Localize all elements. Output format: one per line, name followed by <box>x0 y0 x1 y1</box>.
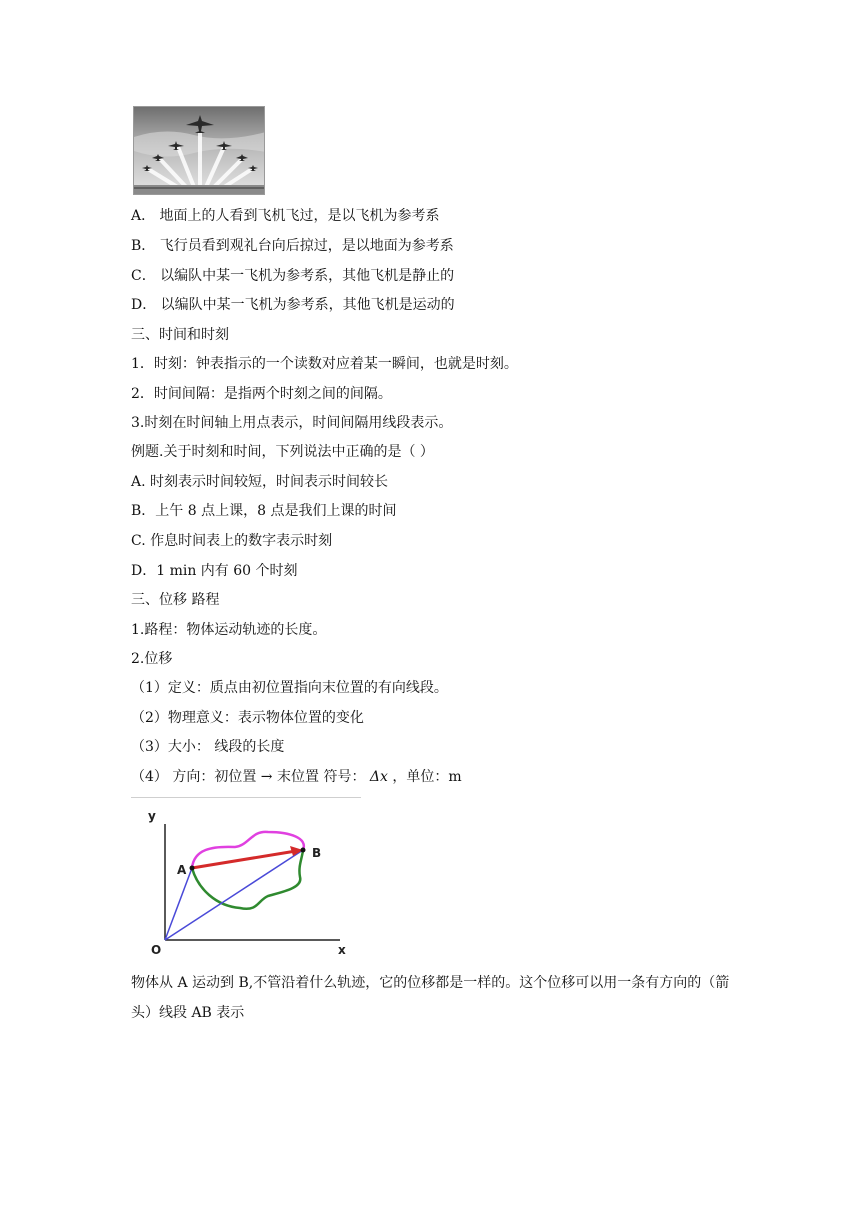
displacement-title: 2.位移 <box>131 651 173 667</box>
time-option-c: C. 作息时间表上的数字表示时刻 <box>131 533 333 549</box>
path-definition: 1.路程：物体运动轨迹的长度。 <box>131 622 327 638</box>
point-a <box>190 866 195 871</box>
divider-line <box>131 797 361 798</box>
point-b <box>301 848 306 853</box>
displacement-diagram <box>140 804 360 956</box>
x-axis-label: x <box>338 943 346 956</box>
time-option-a: A. 时刻表示时间较短，时间表示时间较长 <box>131 474 389 490</box>
time-point-1: 1．时刻：钟表指示的一个读数对应着某一瞬间，也就是时刻。 <box>131 356 518 372</box>
q1-option-a: A． 地面上的人看到飞机飞过，是以飞机为参考系 <box>131 208 440 224</box>
section-displacement-heading: 三、位移 路程 <box>131 592 220 608</box>
direction-prefix: （4） 方向：初位置 → 末位置 符号： <box>131 769 370 785</box>
jet-formation-image <box>134 107 265 195</box>
delta-x-symbol: Δx <box>369 769 388 785</box>
airshow-photo <box>133 106 265 195</box>
displacement-magnitude: （3）大小： 线段的长度 <box>131 739 285 755</box>
time-example-question: 例题.关于时刻和时间，下列说法中正确的是（ ） <box>131 444 434 460</box>
q1-option-c: C． 以编队中某一飞机为参考系，其他飞机是静止的 <box>131 268 455 284</box>
q1-option-d: D． 以编队中某一飞机为参考系，其他飞机是运动的 <box>131 297 455 313</box>
displacement-meaning: （2）物理意义：表示物体位置的变化 <box>131 710 364 726</box>
conclusion-paragraph: 物体从 A 运动到 B,不管沿着什么轨迹，它的位移都是一样的。这个位移可以用一条有方向的（箭头）线段 AB 表示 <box>131 975 730 1021</box>
time-option-d: D．1 min 内有 60 个时刻 <box>131 563 298 579</box>
point-b-label: B <box>312 846 322 860</box>
time-point-3: 3.时刻在时间轴上用点表示，时间间隔用线段表示。 <box>131 415 453 431</box>
origin-label: O <box>151 943 162 956</box>
q1-option-b: B． 飞行员看到观礼台向后掠过，是以地面为参考系 <box>131 238 454 254</box>
time-point-2: 2．时间间隔：是指两个时刻之间的间隔。 <box>131 386 392 402</box>
displacement-direction <box>131 767 462 787</box>
section-time-heading: 三、时间和时刻 <box>131 327 229 343</box>
y-axis-label: y <box>148 809 156 823</box>
upper-path-curve <box>192 832 304 868</box>
direction-suffix: ，单位：m <box>387 769 462 785</box>
position-vector-a <box>165 868 192 940</box>
point-a-label: A <box>177 863 187 877</box>
time-option-b: B．上午 8 点上课，8 点是我们上课的时间 <box>131 503 397 519</box>
displacement-definition: （1）定义：质点由初位置指向末位置的有向线段。 <box>131 680 448 696</box>
